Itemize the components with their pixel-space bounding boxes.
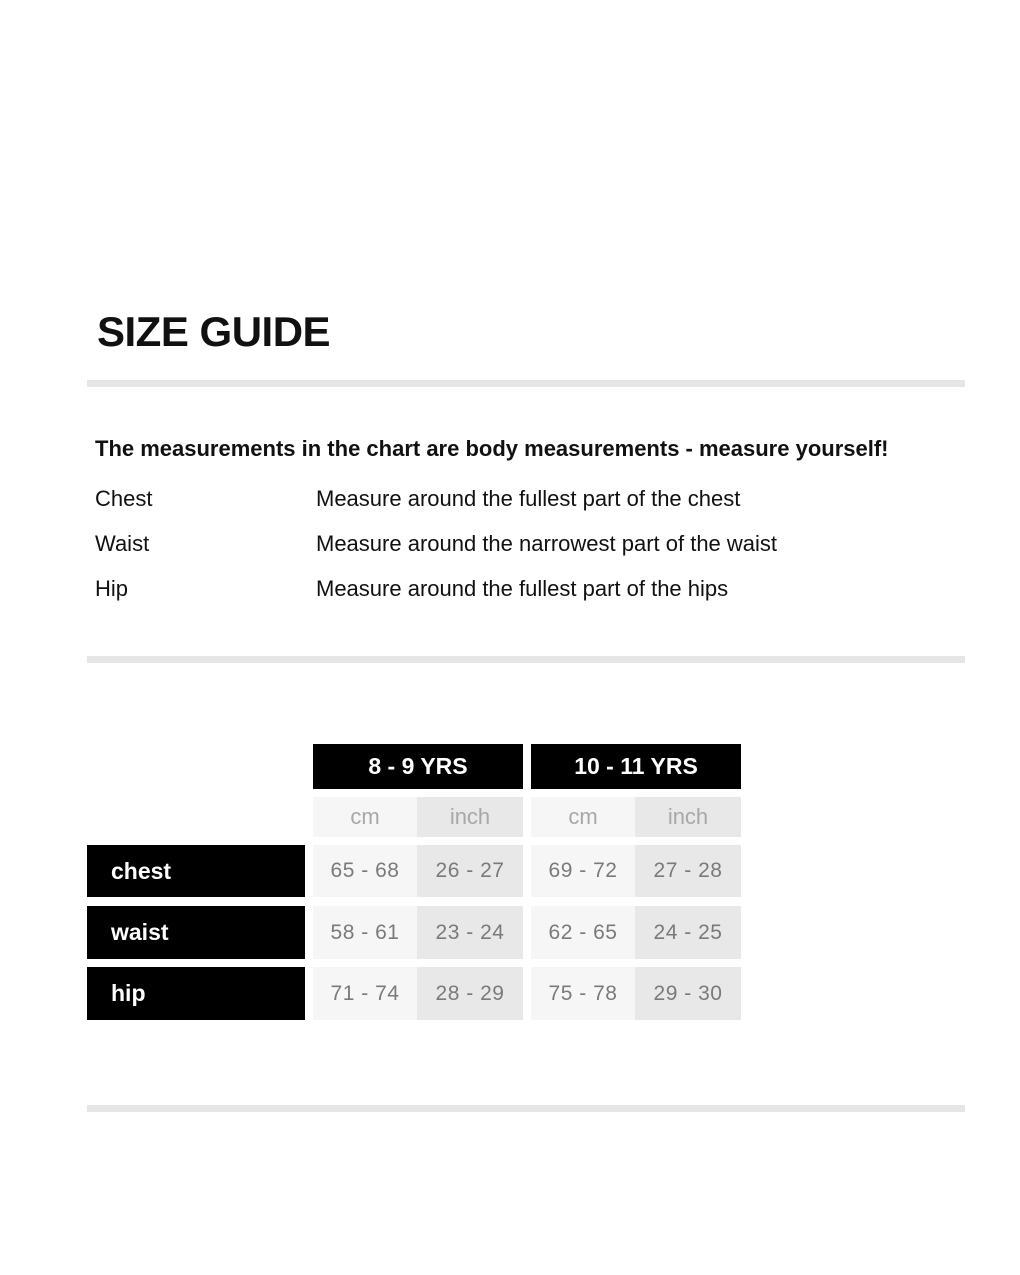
page-title: SIZE GUIDE — [97, 308, 331, 355]
table-cell: 28 - 29 — [417, 967, 523, 1020]
intro-text: The measurements in the chart are body measurements - measure yourself! — [95, 436, 889, 461]
divider-top — [87, 380, 965, 387]
table-cell: 62 - 65 — [531, 906, 635, 959]
measurement-name: Chest — [95, 486, 153, 511]
row-label-chest: chest — [87, 845, 305, 897]
table-cell: 24 - 25 — [635, 906, 741, 959]
table-cell: 71 - 74 — [313, 967, 417, 1020]
divider-middle — [87, 656, 965, 663]
unit-header-cm: cm — [313, 797, 417, 837]
measurement-name: Hip — [95, 576, 129, 601]
table-cell: 29 - 30 — [635, 967, 741, 1020]
table-cell: 69 - 72 — [531, 845, 635, 897]
measurement-name: Waist — [95, 531, 150, 556]
table-cell: 23 - 24 — [417, 906, 523, 959]
table-cell: 27 - 28 — [635, 845, 741, 897]
unit-header-inch: inch — [417, 797, 523, 837]
table-cell: 26 - 27 — [417, 845, 523, 897]
row-label-hip: hip — [87, 967, 305, 1020]
measurement-description: Measure around the fullest part of the chest — [316, 486, 741, 511]
divider-bottom — [87, 1105, 965, 1112]
unit-header-inch: inch — [635, 797, 741, 837]
table-cell: 58 - 61 — [313, 906, 417, 959]
unit-header-cm: cm — [531, 797, 635, 837]
table-cell: 65 - 68 — [313, 845, 417, 897]
size-group-header-10-11: 10 - 11 YRS — [531, 744, 741, 789]
row-label-waist: waist — [87, 906, 305, 959]
size-group-header-8-9: 8 - 9 YRS — [313, 744, 523, 789]
measurement-description: Measure around the narrowest part of the waist — [316, 531, 778, 556]
measurement-description: Measure around the fullest part of the hips — [316, 576, 729, 601]
table-cell: 75 - 78 — [531, 967, 635, 1020]
